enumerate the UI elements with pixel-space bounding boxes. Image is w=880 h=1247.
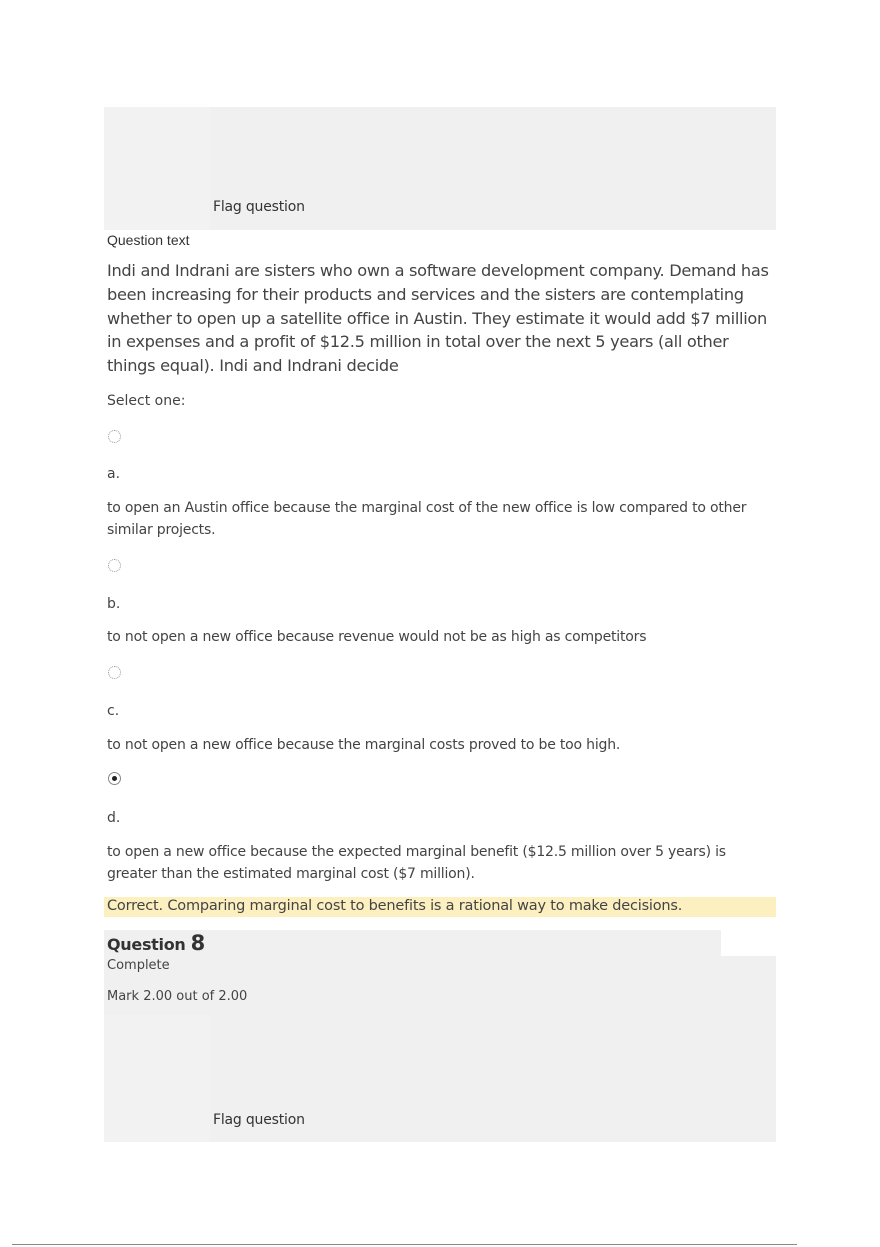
question8-heading-word: Question [107,935,186,954]
question8-heading-number: 8 [190,931,206,955]
option-d-radio-selected[interactable] [108,772,121,785]
option-a-radio[interactable] [108,430,121,443]
feedback-text: Correct. Comparing marginal cost to benefits is a rational way to make decisions. [107,898,683,914]
question7-info-panel-left [104,107,210,230]
flag-question-link-q7[interactable]: Flag question [213,199,305,215]
option-d-text[interactable]: to open a new office because the expected marginal benefit ($12.5 million over 5 years) is greater than the estimated marginal cost ($7 million). [107,844,726,882]
question8-heading [107,931,205,955]
option-c-radio[interactable] [108,666,121,679]
question7-text: Indi and Indrani are sisters who own a software development company. Demand has been increasing for their products and services and the sisters are contemplating whether to open up a satellite office in Austin. They estimate it would add $7 million in expenses and a profit of $12.5 million in total over the next 5 years (all other things equal). Indi and Indrani decide [107,261,769,376]
flag-question-link-q8[interactable]: Flag question [213,1112,305,1128]
question8-grade: Mark 2.00 out of 2.00 [107,989,248,1004]
option-c-text[interactable]: to not open a new office because the marginal costs proved to be too high. [107,737,621,753]
question-text-label: Question text [107,232,190,248]
feedback-banner [104,897,776,917]
option-b-letter: b. [107,596,121,612]
option-b-text[interactable]: to not open a new office because revenue would not be as high as competitors [107,629,647,645]
option-a-text[interactable]: to open an Austin office because the marginal cost of the new office is low compared to other similar projects. [107,500,747,538]
option-a-letter: a. [107,466,121,482]
option-d-letter: d. [107,810,121,826]
option-c-letter: c. [107,703,120,719]
select-one-prompt: Select one: [107,393,186,409]
question8-state: Complete [107,958,170,973]
page-footer-rule [12,1244,797,1245]
option-b-radio[interactable] [108,559,121,572]
question8-info-panel-left [104,1015,210,1142]
